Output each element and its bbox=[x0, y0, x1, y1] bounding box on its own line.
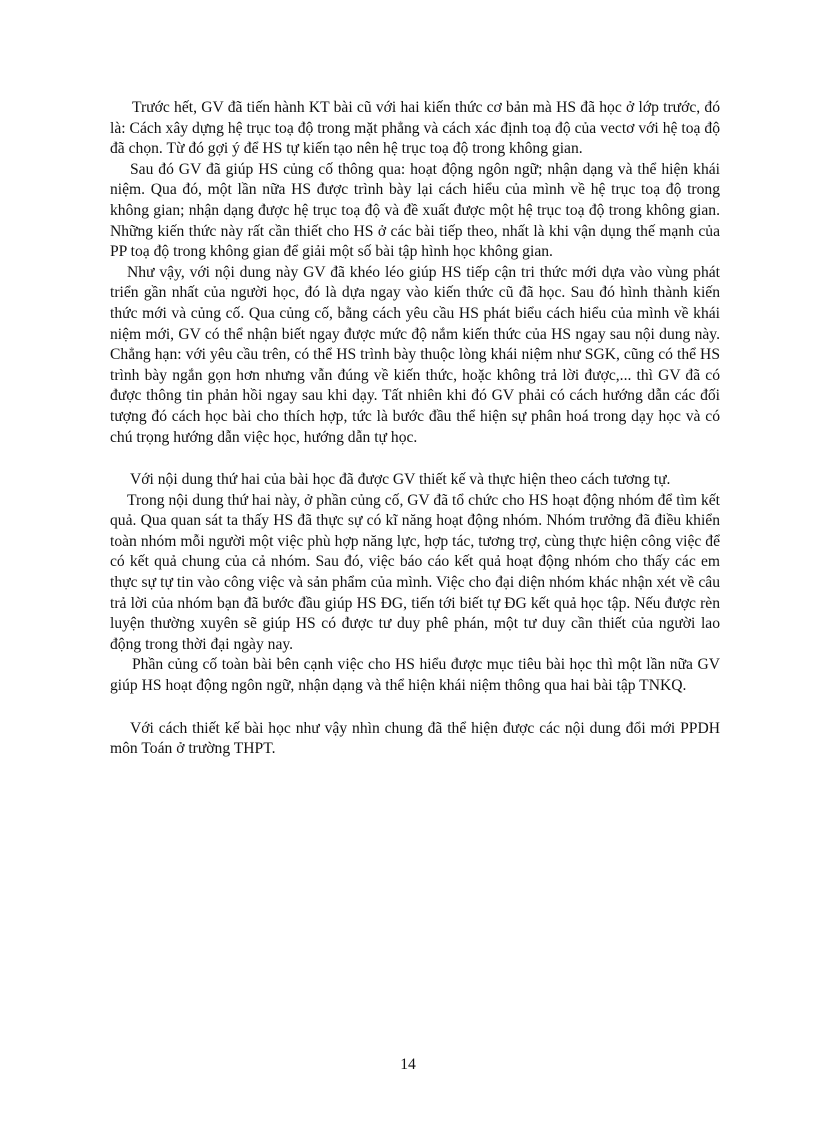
document-body bbox=[110, 98, 720, 760]
paragraph-1: Trước hết, GV đã tiến hành KT bài cũ với hai kiến thức cơ bản mà HS đã học ở lớp trước, đó là: Cách xây dựng hệ trục toạ độ trong mặt phẳng và cách xác định toạ độ của vectơ với hệ toạ độ đã chọn. Từ đó gợi ý để HS tự kiến tạo nên hệ trục toạ độ trong không gian. bbox=[110, 99, 720, 158]
paragraph-2: Sau đó GV đã giúp HS củng cố thông qua: hoạt động ngôn ngữ; nhận dạng và thể hiện khái niệm. Qua đó, một lần nữa HS được trình bày lại cách hiểu của mình về hệ trục toạ độ trong không gian; nhận dạng được hệ trục toạ độ và đề xuất được một hệ trục toạ độ trong không gian. Những kiến thức này rất cần thiết cho HS ở các bài tiếp theo, nhất là khi vận dụng thế mạnh của PP toạ độ trong không gian để giải một số bài tập hình học không gian. bbox=[110, 160, 720, 261]
page-number: 14 bbox=[400, 1056, 416, 1073]
paragraph-gap bbox=[110, 697, 720, 719]
paragraph-4: Với nội dung thứ hai của bài học đã được GV thiết kế và thực hiện theo cách tương tự. bbox=[130, 471, 671, 489]
paragraph-5: Trong nội dung thứ hai này, ở phần củng cố, GV đã tổ chức cho HS hoạt động nhóm để tìm kết quả. Qua quan sát ta thấy HS đã thực sự có kĩ năng hoạt động nhóm. Nhóm trưởng đã điều khiển toàn nhóm mỗi người một việc phù hợp năng lực, hợp tác, tương trợ, cùng thực hiện công việc để có kết quả chung của cả nhóm. Sau đó, việc báo cáo kết quả hoạt động nhóm cho thấy các em thực sự tự tin vào công việc và sản phẩm của mình. Việc cho đại diện nhóm khác nhận xét về câu trả lời của nhóm bạn đã bước đầu giúp HS ĐG, tiến tới biết tự ĐG kết quả học tập. Nếu được rèn luyện thường xuyên sẽ giúp HS có được tư duy phê phán, một tư duy cần thiết của người lao động trong thời đại ngày nay. bbox=[110, 491, 720, 653]
paragraph-3: Như vậy, với nội dung này GV đã khéo léo giúp HS tiếp cận tri thức mới dựa vào vùng phát triển gần nhất của người học, đó là dựa ngay vào kiến thức cũ đã học. Sau đó hình thành kiến thức mới và củng cố. Qua củng cố, bằng cách yêu cầu HS phát biểu cách hiểu của mình về khái niệm mới, GV có thể nhận biết ngay được mức độ nắm kiến thức của HS ngay sau nội dung này. Chẳng hạn: với yêu cầu trên, có thể HS trình bày thuộc lòng khái niệm như SGK, cũng có thể HS trình bày ngắn gọn hơn nhưng vẫn đúng về kiến thức, hoặc không trả lời được,... thì GV đã có được thông tin phản hồi ngay sau khi dạy. Tất nhiên khi đó GV phải có cách hướng dẫn các đối tượng đó cách học bài cho thích hợp, tức là bước đầu thể hiện sự phân hoá trong dạy học và có chú trọng hướng dẫn việc học, hướng dẫn tự học. bbox=[110, 263, 720, 446]
paragraph-6: Phần củng cố toàn bài bên cạnh việc cho HS hiểu được mục tiêu bài học thì một lần nữa GV giúp HS hoạt động ngôn ngữ, nhận dạng và thể hiện khái niệm thông qua hai bài tập TNKQ. bbox=[110, 656, 720, 695]
paragraph-gap bbox=[110, 448, 720, 470]
paragraph-7: Với cách thiết kế bài học như vậy nhìn chung đã thể hiện được các nội dung đổi mới PPDH môn Toán ở trường THPT. bbox=[110, 719, 720, 758]
